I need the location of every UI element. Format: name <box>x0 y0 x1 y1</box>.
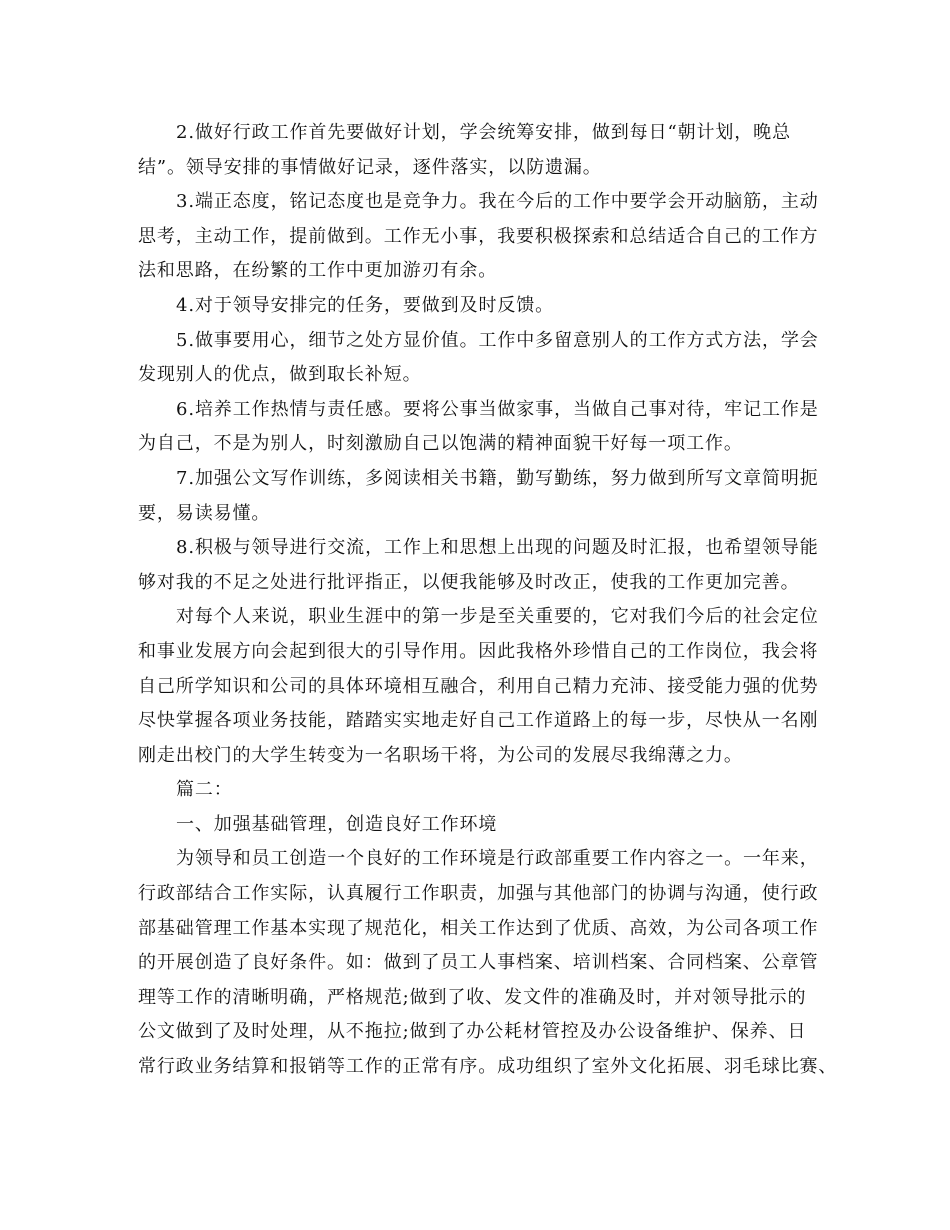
text-line: 4.对于领导安排完的任务，要做到及时反馈。 <box>176 294 555 316</box>
text-line: 结”。领导安排的事情做好记录，逐件落实，以防遗漏。 <box>138 156 602 178</box>
text-line: 思考，主动工作，提前做到。工作无小事，我要积极探索和总结适合自己的工作方 <box>138 225 819 247</box>
text-line: 常行政业务结算和报销等工作的正常有序。成功组织了室外文化拓展、羽毛球比赛、 <box>138 1056 838 1078</box>
text-line: 篇二： <box>176 779 233 801</box>
text-line: 5.做事要用心，细节之处方显价值。工作中多留意别人的工作方式方法，学会 <box>176 329 819 351</box>
text-line: 尽快掌握各项业务技能，踏踏实实地走好自己工作道路上的每一步，尽快从一名刚 <box>138 710 819 732</box>
text-line: 和事业发展方向会起到很大的引导作用。因此我格外珍惜自己的工作岗位，我会将 <box>138 640 819 662</box>
text-line: 理等工作的清晰明确，严格规范;做到了收、发文件的准确及时，并对领导批示的 <box>138 986 807 1008</box>
text-line: 行政部结合工作实际，认真履行工作职责，加强与其他部门的协调与沟通，使行政 <box>138 883 819 905</box>
text-line: 7.加强公文写作训练，多阅读相关书籍，勤写勤练，努力做到所写文章简明扼 <box>176 467 819 489</box>
text-line: 6.培养工作热情与责任感。要将公事当做家事，当做自己事对待，牢记工作是 <box>176 398 819 420</box>
text-line: 3.端正态度，铭记态度也是竞争力。我在今后的工作中要学会开动脑筋，主动 <box>176 191 819 213</box>
text-line: 2.做好行政工作首先要做好计划，学会统筹安排，做到每日“朝计划，晚总 <box>176 122 791 143</box>
text-line: 的开展创造了良好条件。如：做到了员工人事档案、培训档案、合同档案、公章管 <box>138 952 819 974</box>
document-body <box>138 116 838 1085</box>
text-line: 刚走出校门的大学生转变为一名职场干将，为公司的发展尽我绵薄之力。 <box>138 744 743 766</box>
text-line: 要，易读易懂。 <box>138 502 271 524</box>
text-line: 够对我的不足之处进行批评指正，以便我能够及时改正，使我的工作更加完善。 <box>138 571 800 593</box>
text-line: 一、加强基础管理，创造良好工作环境 <box>176 813 498 835</box>
text-line: 为领导和员工创造一个良好的工作环境是行政部重要工作内容之一。一年来， <box>176 848 819 870</box>
text-line: 部基础管理工作基本实现了规范化，相关工作达到了优质、高效，为公司各项工作 <box>138 917 819 939</box>
text-line: 8.积极与领导进行交流，工作上和思想上出现的问题及时汇报，也希望领导能 <box>176 537 819 559</box>
text-line: 公文做到了及时处理，从不拖拉;做到了办公耗材管控及办公设备维护、保养、日 <box>138 1021 807 1043</box>
text-line: 自己所学知识和公司的具体环境相互融合，利用自己精力充沛、接受能力强的优势 <box>138 675 819 697</box>
text-line: 发现别人的优点，做到取长补短。 <box>138 364 422 386</box>
text-line: 法和思路，在纷繁的工作中更加游刃有余。 <box>138 260 498 282</box>
text-line: 为自己，不是为别人，时刻激励自己以饱满的精神面貌干好每一项工作。 <box>138 433 743 455</box>
text-line: 对每个人来说，职业生涯中的第一步是至关重要的，它对我们今后的社会定位 <box>176 606 819 628</box>
